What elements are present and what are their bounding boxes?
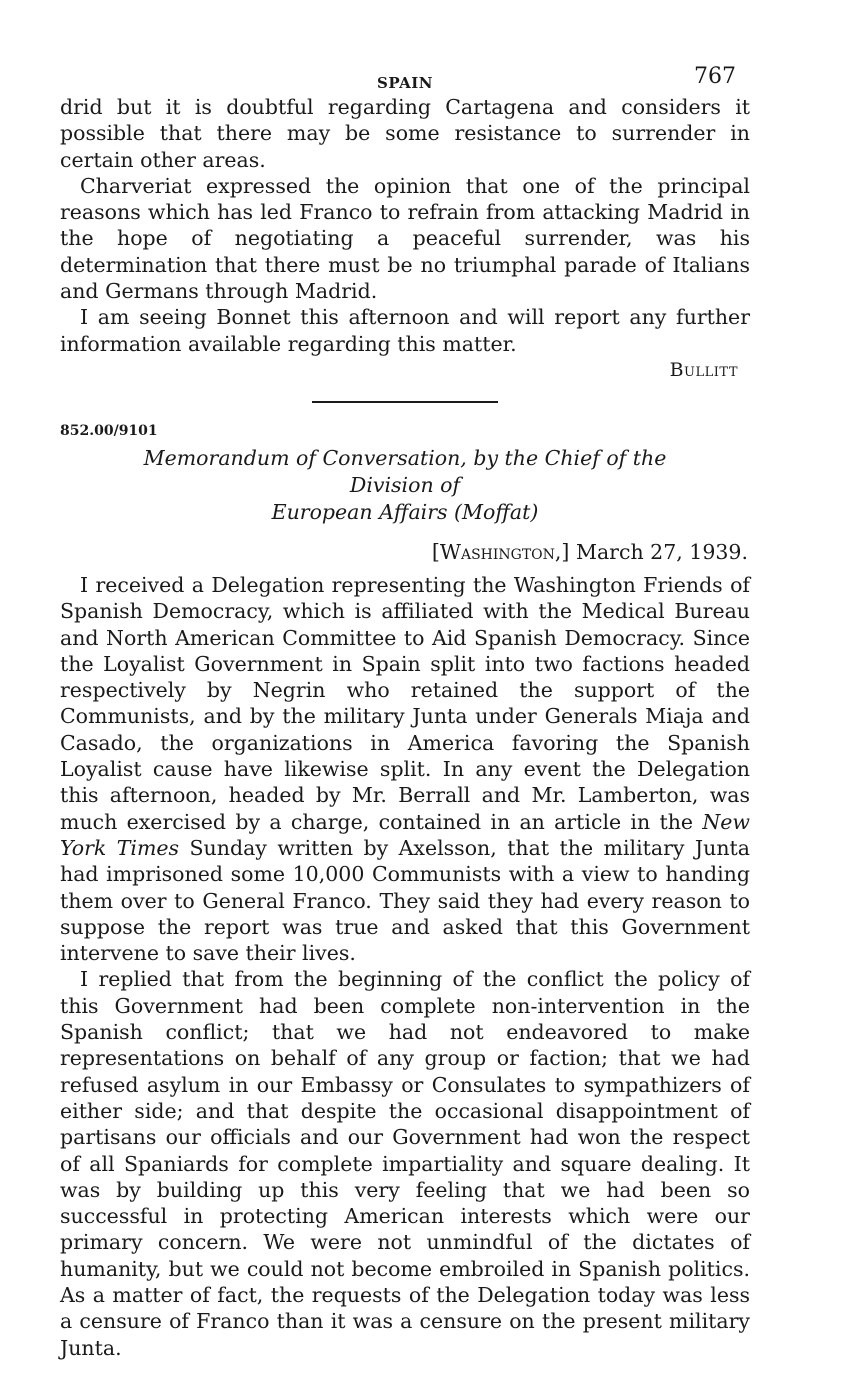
dateline-place: [Washington,]	[431, 539, 570, 564]
document-title	[60, 445, 750, 526]
section-divider	[312, 401, 498, 403]
running-title: SPAIN	[377, 74, 433, 92]
paragraph: I replied that from the beginning of the conflict the policy of this Government had been complete non-intervention in the Spanish conflict; that we had not endeavored to make representations on behalf of any group or faction; that we had refused asylum in our Embassy or Consulates to sympathizers of either side; and that despite the occasional disappointment of partisans our officials and our Government had won the respect of all Spaniards for complete impartiality and square dealing. It was by building up this very feeling that we had been so successful in protecting American interests which were our primary concern. We were not unmindful of the dictates of humanity, but we could not become embroiled in Spanish politics. As a matter of fact, the requests of the Delegation today was less a censure of Franco than it was a censure on the present military Junta.	[60, 967, 750, 1360]
previous-document-tail	[60, 94, 750, 381]
document-title-line: Memorandum of Conversation, by the Chief of the Division of	[143, 445, 667, 497]
memorandum-body	[60, 572, 750, 1361]
paragraph-text: I received a Delegation representing the Washington Friends of Spanish Democracy, which is affiliated with the Medical Bureau and North American Committee to Aid Spanish Democracy. Since the Loyalist Government in Spain split into two factions headed respectively by Negrin who retained the support of the Communists, and by the military Junta under Generals Miaja and Casado, the organizations in America favoring the Spanish Loyalist cause have likewise split. In any event the Delegation this afternoon, headed by Mr. Berrall and Mr. Lamberton, was much exercised by a charge, contained in an article in the	[60, 572, 750, 834]
paragraph-text: Sunday written by Axelsson, that the military Junta had imprisoned some 10,000 Communists with a view to handing them over to General Franco. They said they had every reason to suppose the report was true and asked that this Government intervene to save their lives.	[60, 835, 750, 966]
dateline-date: March 27, 1939.	[575, 539, 748, 564]
running-header	[60, 60, 750, 94]
file-number: 852.00/9101	[60, 422, 158, 439]
paragraph	[60, 572, 750, 966]
document-title-line: European Affairs (Moffat)	[271, 499, 539, 524]
paragraph: I am seeing Bonnet this afternoon and will report any further information available regarding this matter.	[60, 305, 750, 356]
signature: Bullitt	[669, 358, 738, 381]
page-number: 767	[694, 64, 736, 89]
publication-name: New York Times	[60, 809, 750, 860]
paragraph: Charveriat expressed the opinion that one of the principal reasons which has led Franco to refrain from attacking Madrid in the hope of negotiating a peaceful surrender, was his determination that there must be no triumphal parade of Italians and Germans through Madrid.	[60, 173, 750, 304]
dateline	[60, 540, 750, 564]
continued-paragraph: drid but it is doubtful regarding Cartagena and considers it possible that there may be some resistance to surrender in certain other areas.	[60, 95, 750, 172]
document-page	[60, 60, 750, 1361]
